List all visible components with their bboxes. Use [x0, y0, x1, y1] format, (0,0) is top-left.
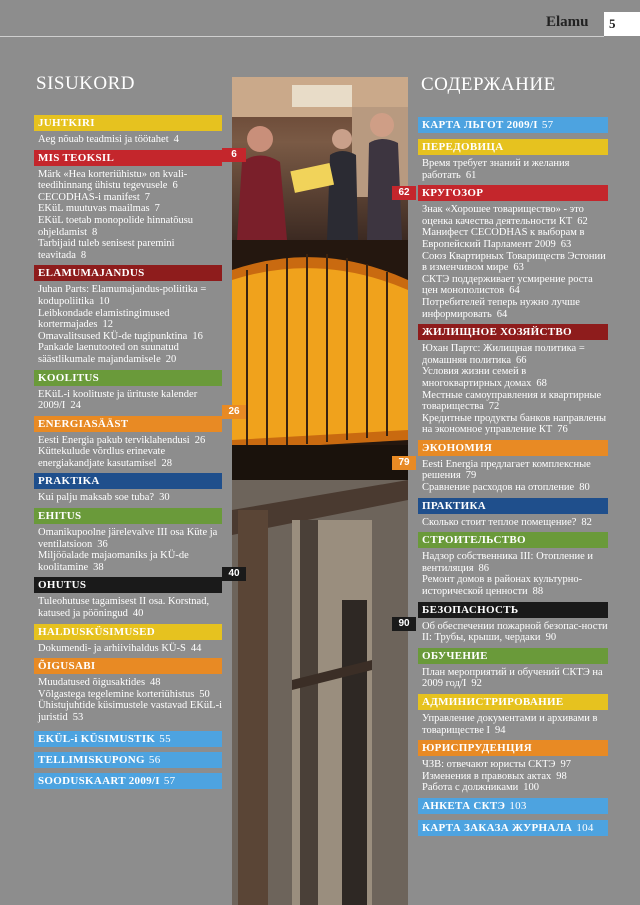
masthead — [0, 0, 640, 40]
toc-entry[interactable]: Pankade laenutooted on suunatud säästlikumale majandamisele 20 — [38, 342, 179, 365]
toc-entry[interactable]: Omavalitsused KÜ-de tugipunktina 16 — [38, 330, 203, 342]
toc-entry[interactable]: План мероприятий и обучений СКТЭ на 2009 год/I 92 — [422, 666, 603, 690]
toc-entry[interactable]: Изменения в правовых актах 98 — [422, 770, 567, 782]
section-juhtkiri[interactable]: JUHTKIRI — [34, 115, 222, 131]
toc-entry[interactable]: Märk «Hea korteriühistu» on kvali-teedihinnang ühistu tegevusele 6 — [38, 168, 188, 192]
toc-entry[interactable]: Работа с должниками 100 — [422, 782, 540, 794]
section-yurisprudenciya[interactable]: ЮРИСПРУДЕНЦИЯ — [418, 740, 608, 756]
left-toc-title: SISUKORD — [36, 73, 136, 94]
section-karta-zakaza[interactable]: КАРТА ЗАКАЗА ЖУРНАЛА 104 — [418, 820, 608, 836]
section-oigusabi[interactable]: ÕIGUSABI — [34, 658, 222, 674]
toc-entry[interactable]: Надзор собственника III: Отопление и вентиляция 86 — [422, 551, 594, 574]
toc-entry[interactable]: Ühistujuhtide küsimustele vastavad EKüL-i juristid 53 — [38, 700, 223, 723]
section-administrirovanie[interactable]: АДМИНИСТРИРОВАНИЕ — [418, 694, 608, 710]
section-zhilishchnoe[interactable]: ЖИЛИЩНОЕ ХОЗЯЙСТВО — [418, 324, 608, 340]
page-number: 5 — [604, 12, 640, 36]
toc-entry[interactable]: Muudatused õigusaktides 48 — [38, 677, 161, 689]
toc-entry[interactable]: Юхан Партс: Жилищная политика = домашняя политика 66 — [422, 343, 585, 366]
toc-entry[interactable]: EKüL toetab monopolide hinnatõusu ohjeldamist 8 — [38, 214, 194, 238]
toc-entry[interactable]: Кредитные продукты банков направлены на экономное управление КТ 76 — [422, 412, 607, 436]
toc-entry[interactable]: Знак «Хорошее товарищество» - это оценка качества деятельности КТ 62 — [422, 204, 588, 227]
toc-entry[interactable]: Võlgastega tegelemine korteriühistus 50 — [38, 688, 210, 700]
toc-entry[interactable]: Об обеспечении пожарной безопас-ности II: Трубы, крыши, чердаки 90 — [422, 620, 608, 644]
toc-entry[interactable]: Манифест CECODHAS к выборам в Европейский Парламент 2009 63 — [422, 227, 585, 250]
toc-entry[interactable]: Управление документами и архивами в товариществе I 94 — [422, 713, 598, 736]
toc-entry[interactable]: ЧЗВ: отвечают юристы СКТЭ 97 — [422, 759, 571, 771]
toc-entry[interactable]: Союз Квартирных Товариществ Эстонии в изменчивом мире 63 — [422, 250, 606, 274]
toc-entry[interactable]: Miljööalade majaomaniks ja KÜ-de koolitamine 38 — [38, 550, 189, 573]
section-ohutus[interactable]: OHUTUS — [34, 577, 222, 593]
left-toc — [34, 115, 222, 789]
toc-entry[interactable]: Время требует знаний и желания работать 61 — [422, 158, 570, 181]
toc-entry[interactable]: СКТЭ поддерживает усмирение роста цен монополистов 64 — [422, 273, 593, 297]
toc-entry[interactable]: EKüL muutuvas maailmas 7 — [38, 203, 160, 215]
toc-entry[interactable]: Условия жизни семей в многоквартирных домах 68 — [422, 366, 547, 389]
photo-greenhouse — [232, 240, 408, 480]
toc-entry[interactable]: Потребителей теперь нужно лучше информировать 64 — [422, 296, 580, 320]
photo-award-ceremony — [232, 77, 408, 240]
toc-entry[interactable]: CECODHAS-i manifest 7 — [38, 191, 151, 203]
toc-entry[interactable]: Tarbijaid tuleb senisest paremini teavitada 8 — [38, 238, 175, 261]
page-tag-26[interactable]: 26 — [222, 405, 246, 419]
page-tag-62[interactable]: 62 — [392, 186, 416, 200]
section-krugozor[interactable]: КРУГОЗОР — [418, 185, 608, 201]
section-bezopasnost[interactable]: БЕЗОПАСНОСТЬ — [418, 602, 608, 618]
section-stroitelstvo[interactable]: СТРОИТЕЛЬСТВО — [418, 532, 608, 548]
section-haldusküsimused[interactable]: HALDUSKÜSIMUSED — [34, 624, 222, 640]
page-tag-79[interactable]: 79 — [392, 456, 416, 470]
toc-entry[interactable]: Leibkondade elamistingimused kortermajades 12 — [38, 307, 170, 331]
toc-entry[interactable]: Сколько стоит теплое помещение? 82 — [422, 516, 592, 528]
toc-entry[interactable]: Сравнение расходов на отопление 80 — [422, 482, 590, 494]
toc-entry[interactable]: Küttekulude võrdlus erinevate energiakandjate kasutamisel 28 — [38, 446, 172, 469]
section-energiasaast[interactable]: ENERGIASÄÄST — [34, 416, 222, 432]
section-praktika[interactable]: PRAKTIKA — [34, 473, 222, 489]
section-ekonomiya[interactable]: ЭКОНОМИЯ — [418, 440, 608, 456]
toc-entry[interactable]: Tuleohutuse tagamisest II osa. Korstnad, katused ja pööningud 40 — [38, 596, 210, 620]
section-karta-lgot[interactable]: КАРТА ЛЬГОТ 2009/I 57 — [418, 117, 608, 133]
section-obuchenie[interactable]: ОБУЧЕНИЕ — [418, 648, 608, 664]
page-tag-90[interactable]: 90 — [392, 617, 416, 631]
section-elamumajandus[interactable]: ELAMUMAJANDUS — [34, 265, 222, 281]
page-tag-40[interactable]: 40 — [222, 567, 246, 581]
greenhouse-illustration — [232, 240, 408, 480]
section-ehitus[interactable]: EHITUS — [34, 508, 222, 524]
toc-entry[interactable]: Omanikupoolne järelevalve III osa Küte ja ventilatsioon 36 — [38, 527, 218, 550]
section-tellimiskupong[interactable]: TELLIMISKUPONG 56 — [34, 752, 222, 768]
toc-entry[interactable]: Dokumendi- ja arhiivihaldus KÜ-S 44 — [38, 642, 202, 654]
section-ekul-kusimustik[interactable]: EKÜL-i KÜSIMUSTIK 55 — [34, 731, 222, 747]
magazine-logo: Elamu — [546, 14, 589, 30]
section-koolitus[interactable]: KOOLITUS — [34, 370, 222, 386]
toc-entry[interactable]: Aeg nõuab teadmisi ja töötahet 4 — [38, 134, 179, 145]
page-tag-6[interactable]: 6 — [222, 148, 246, 162]
right-toc — [418, 117, 608, 836]
right-toc-title: СОДЕРЖАНИЕ — [421, 74, 556, 95]
toc-entry[interactable]: Ремонт домов в районах культурно-исторической ценности 88 — [422, 574, 583, 598]
section-sooduskaart[interactable]: SOODUSKAART 2009/I 57 — [34, 773, 222, 789]
section-peredovica[interactable]: ПЕРЕДОВИЦА — [418, 139, 608, 155]
chimney-illustration — [232, 480, 408, 905]
section-mis-teoksil[interactable]: MIS TEOKSIL — [34, 150, 222, 166]
toc-entry[interactable]: Eesti Energia предлагает комплексные решения 79 — [422, 458, 591, 482]
masthead-rule — [0, 36, 604, 37]
section-praktika-ru[interactable]: ПРАКТИКА — [418, 498, 608, 514]
toc-entry[interactable]: Kui palju maksab soe tuba? 30 — [38, 492, 170, 504]
toc-entry[interactable]: EKüL-i koolituste ja ürituste kalender 2009/I 24 — [38, 388, 198, 412]
toc-entry[interactable]: Местные самоуправления и квартирные товарищества 72 — [422, 389, 602, 413]
section-anketa[interactable]: АНКЕТА СКТЭ 103 — [418, 798, 608, 814]
toc-entry[interactable]: Juhan Parts: Elamumajandus-poliitika = kodupoliitika 10 — [38, 284, 207, 307]
award-ceremony-illustration — [232, 77, 408, 240]
toc-entry[interactable]: Eesti Energia pakub terviklahendusi 26 — [38, 434, 206, 446]
photo-chimney — [232, 480, 408, 905]
